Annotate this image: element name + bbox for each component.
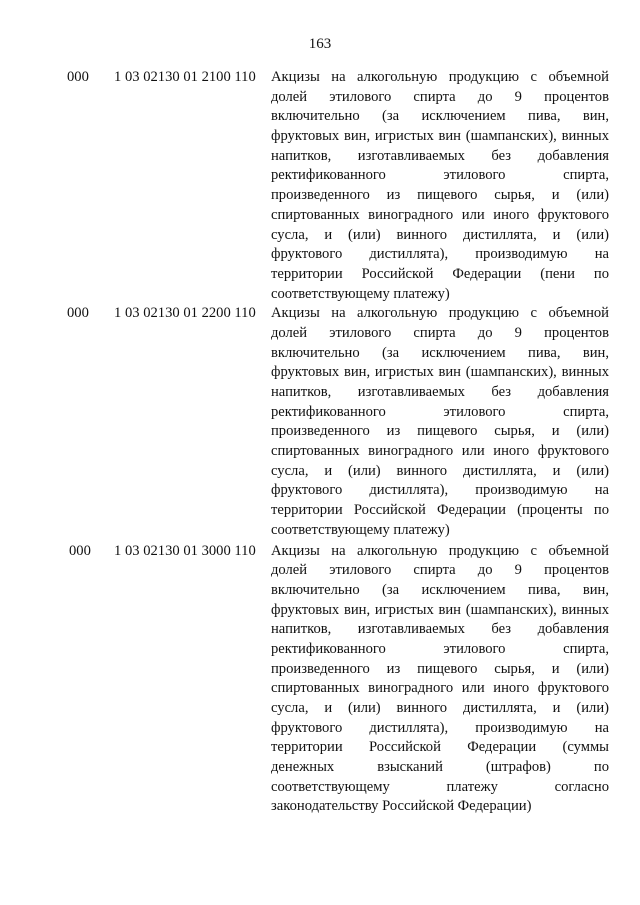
description-line: фруктовых вин, игристых вин (шампанских), винных (271, 601, 609, 618)
description-line: территории Российской Федерации (суммы (271, 739, 609, 756)
description-line: соответствующему платежу согласно (271, 778, 609, 795)
description-line: включительно (за исключением пива, вин, (271, 108, 609, 125)
description-line: произведенного из пищевого сырья, и (или) (271, 423, 609, 440)
description-line: долей этилового спирта до 9 процентов (271, 88, 609, 105)
description-line: фруктового дистиллята), производимую на (271, 482, 609, 499)
description-line: сусла, и (или) винного дистиллята, и (или) (271, 226, 609, 243)
description-line: денежных взысканий (штрафов) по (271, 759, 609, 776)
description-line: территории Российской Федерации (проценты по (271, 502, 609, 519)
classification-code: 1 03 02130 01 2200 110 (114, 305, 256, 322)
description-line: напитков, изготавливаемых без добавления (271, 384, 609, 400)
description-line: фруктовых вин, игристых вин (шампанских), винных (271, 364, 609, 381)
classification-code: 1 03 02130 01 3000 110 (114, 542, 256, 559)
description-line: территории Российской Федерации (пени по (271, 265, 609, 282)
page-number: 163 (308, 36, 332, 52)
admin-code: 000 (69, 542, 91, 559)
budget-code-entry (0, 68, 640, 304)
description-line: сусла, и (или) винного дистиллята, и (или) (271, 700, 609, 716)
description-line: Акцизы на алкогольную продукцию с объемной (271, 542, 609, 559)
admin-code: 000 (67, 69, 89, 85)
entry-description (271, 304, 609, 540)
description-line: включительно (за исключением пива, вин, (271, 581, 609, 598)
description-line: ректификованного этилового спирта, (271, 167, 609, 184)
description-line: долей этилового спирта до 9 процентов (271, 562, 609, 579)
description-line: напитков, изготавливаемых без добавления (271, 147, 609, 164)
description-line: Акцизы на алкогольную продукцию с объемной (271, 69, 609, 85)
description-line: произведенного из пищевого сырья, и (или) (271, 187, 609, 204)
entry-description (271, 68, 609, 304)
budget-code-list (0, 68, 640, 817)
budget-code-entry (0, 304, 640, 540)
admin-code: 000 (67, 305, 89, 322)
description-line: сусла, и (или) винного дистиллята, и (или) (271, 462, 609, 479)
description-line: ректификованного этилового спирта, (271, 640, 609, 657)
description-line: фруктового дистиллята), производимую на (271, 246, 609, 263)
description-line: долей этилового спирта до 9 процентов (271, 324, 609, 341)
description-line: ректификованного этилового спирта, (271, 403, 609, 420)
classification-code: 1 03 02130 01 2100 110 (114, 69, 256, 85)
description-line: соответствующему платежу) (271, 285, 450, 302)
description-line: спиртованных виноградного или иного фруктового (271, 443, 609, 460)
description-line: напитков, изготавливаемых без добавления (271, 621, 609, 638)
description-line: включительно (за исключением пива, вин, (271, 344, 609, 361)
description-line: произведенного из пищевого сырья, и (или) (271, 660, 609, 677)
description-line: Акцизы на алкогольную продукцию с объемной (271, 305, 609, 322)
budget-code-entry (0, 542, 640, 818)
description-line: спиртованных виноградного или иного фруктового (271, 206, 609, 223)
entry-description (271, 542, 609, 818)
description-line: законодательству Российской Федерации) (271, 798, 532, 815)
description-line: фруктовых вин, игристых вин (шампанских), винных (271, 128, 609, 145)
description-line: фруктового дистиллята), производимую на (271, 719, 609, 736)
description-line: спиртованных виноградного или иного фруктового (271, 680, 609, 697)
description-line: соответствующему платежу) (271, 521, 450, 538)
